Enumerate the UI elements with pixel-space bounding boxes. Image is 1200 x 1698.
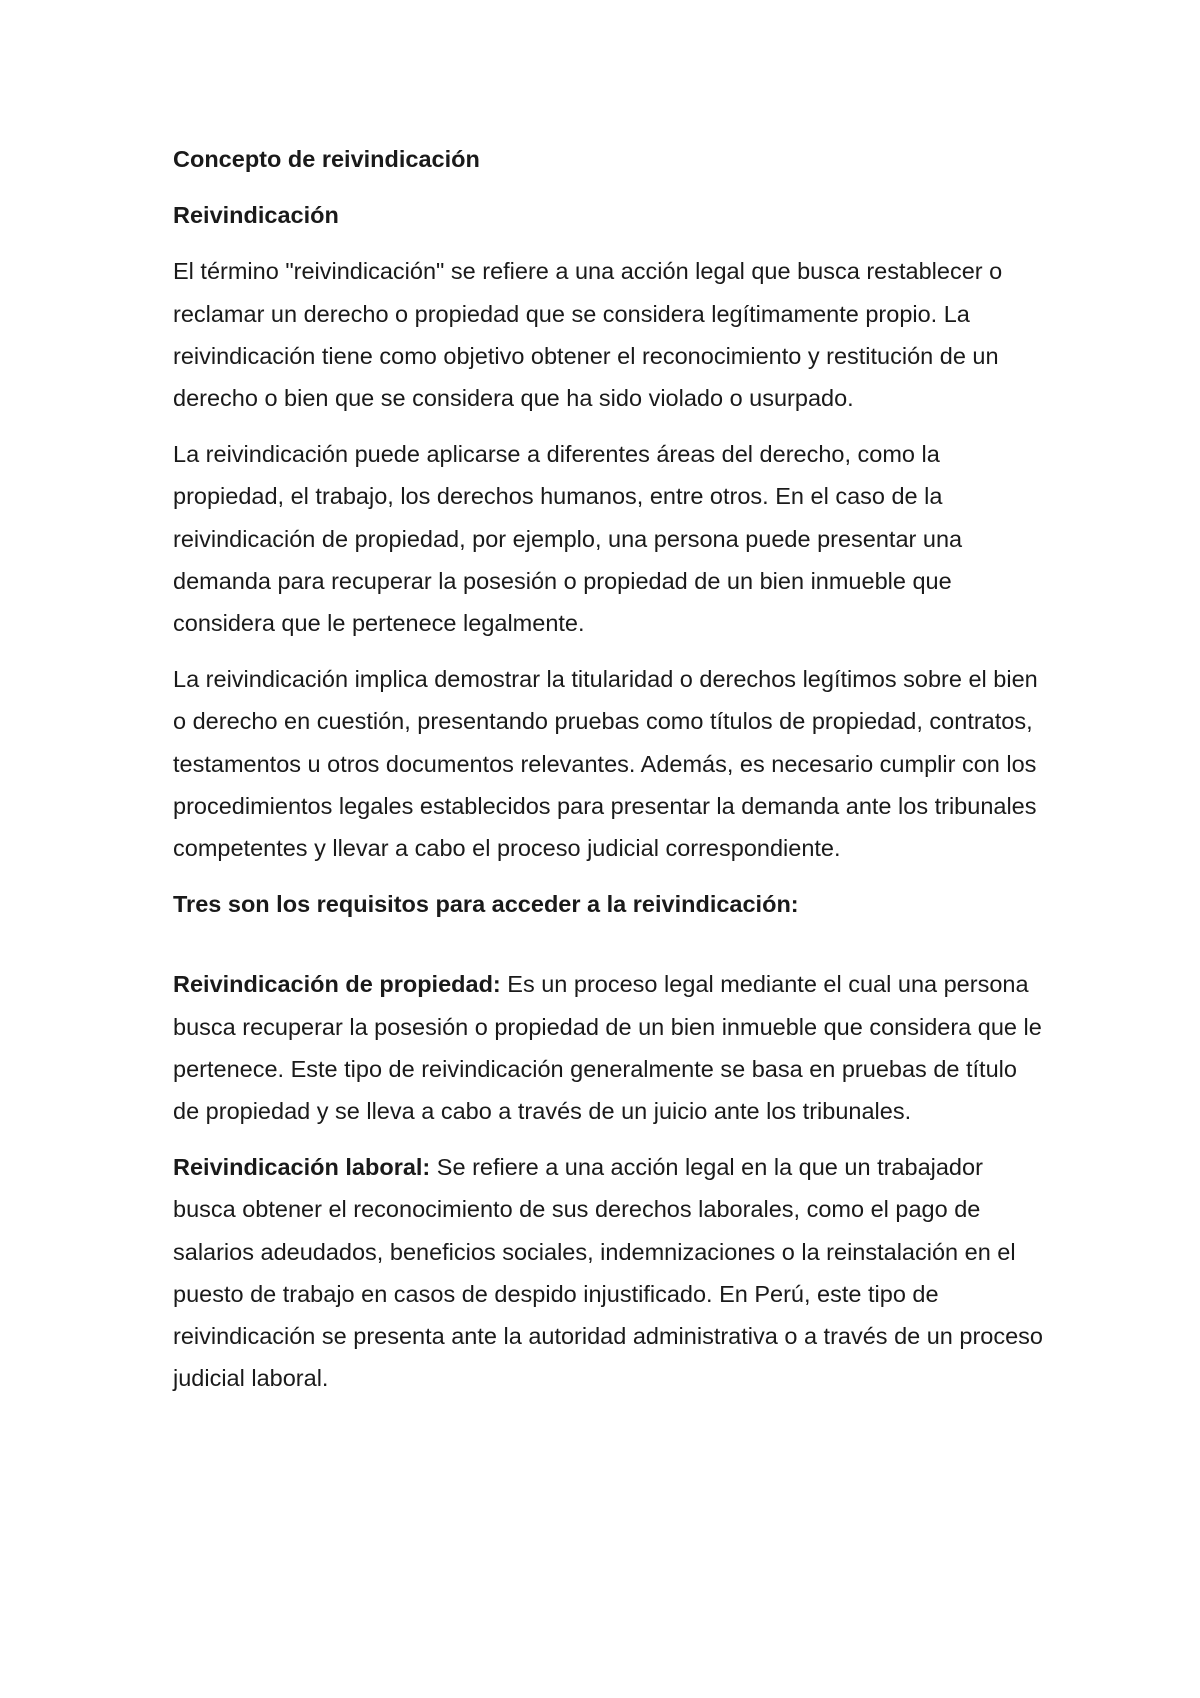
requirement-item [173,1146,1043,1399]
requirement-term: Reivindicación laboral: [173,1154,431,1181]
paragraph: La reivindicación puede aplicarse a diferentes áreas del derecho, como la propiedad, el trabajo, los derechos humanos, entre otros. En el caso de la reivindicación de propiedad, por ejemplo, una persona puede presentar una demanda para recuperar la posesión o propiedad de un bien inmueble que considera que le pertenece legalmente. [173,441,963,637]
document-body [173,138,1043,1413]
requirements-heading: Tres son los requisitos para acceder a la reivindicación: [173,891,799,918]
paragraph: El término "reivindicación" se refiere a una acción legal que busca restablecer o reclamar un derecho o propiedad que se considera legítimamente propio. La reivindicación tiene como objetivo obtener el reconocimiento y restitución de un derecho o bien que se considera que ha sido violado o usurpado. [173,258,1003,412]
paragraph: La reivindicación implica demostrar la titularidad o derechos legítimos sobre el bien o derecho en cuestión, presentando pruebas como títulos de propiedad, contratos, testamentos u otros documentos relevantes. Además, es necesario cumplir con los procedimientos legales establecidos para presentar la demanda ante los tribunales competentes y llevar a cabo el proceso judicial correspondiente. [173,666,1038,862]
document-title: Concepto de reivindicación [173,146,480,172]
requirement-term: Reivindicación de propiedad: [173,971,501,998]
requirement-item [173,963,1043,1132]
requirement-text: Se refiere a una acción legal en la que un trabajador busca obtener el reconocimiento de sus derechos laborales, como el pago de salarios adeudados, beneficios sociales, indemnizaciones o la reinstalación en el puesto de trabajo en casos de despido injustificado. En Perú, este tipo de reivindicación se presenta ante la autoridad administrativa o a través de un proceso judicial laboral. [173,1154,1044,1392]
requirement-text: Es un proceso legal mediante el cual una persona busca recuperar la posesión o propiedad de un bien inmueble que considera que le pertenece. Este tipo de reivindicación generalmente se basa en pruebas de título de propiedad y se lleva a cabo a través de un juicio ante los tribunales. [173,971,1042,1125]
section-heading: Reivindicación [173,202,339,229]
